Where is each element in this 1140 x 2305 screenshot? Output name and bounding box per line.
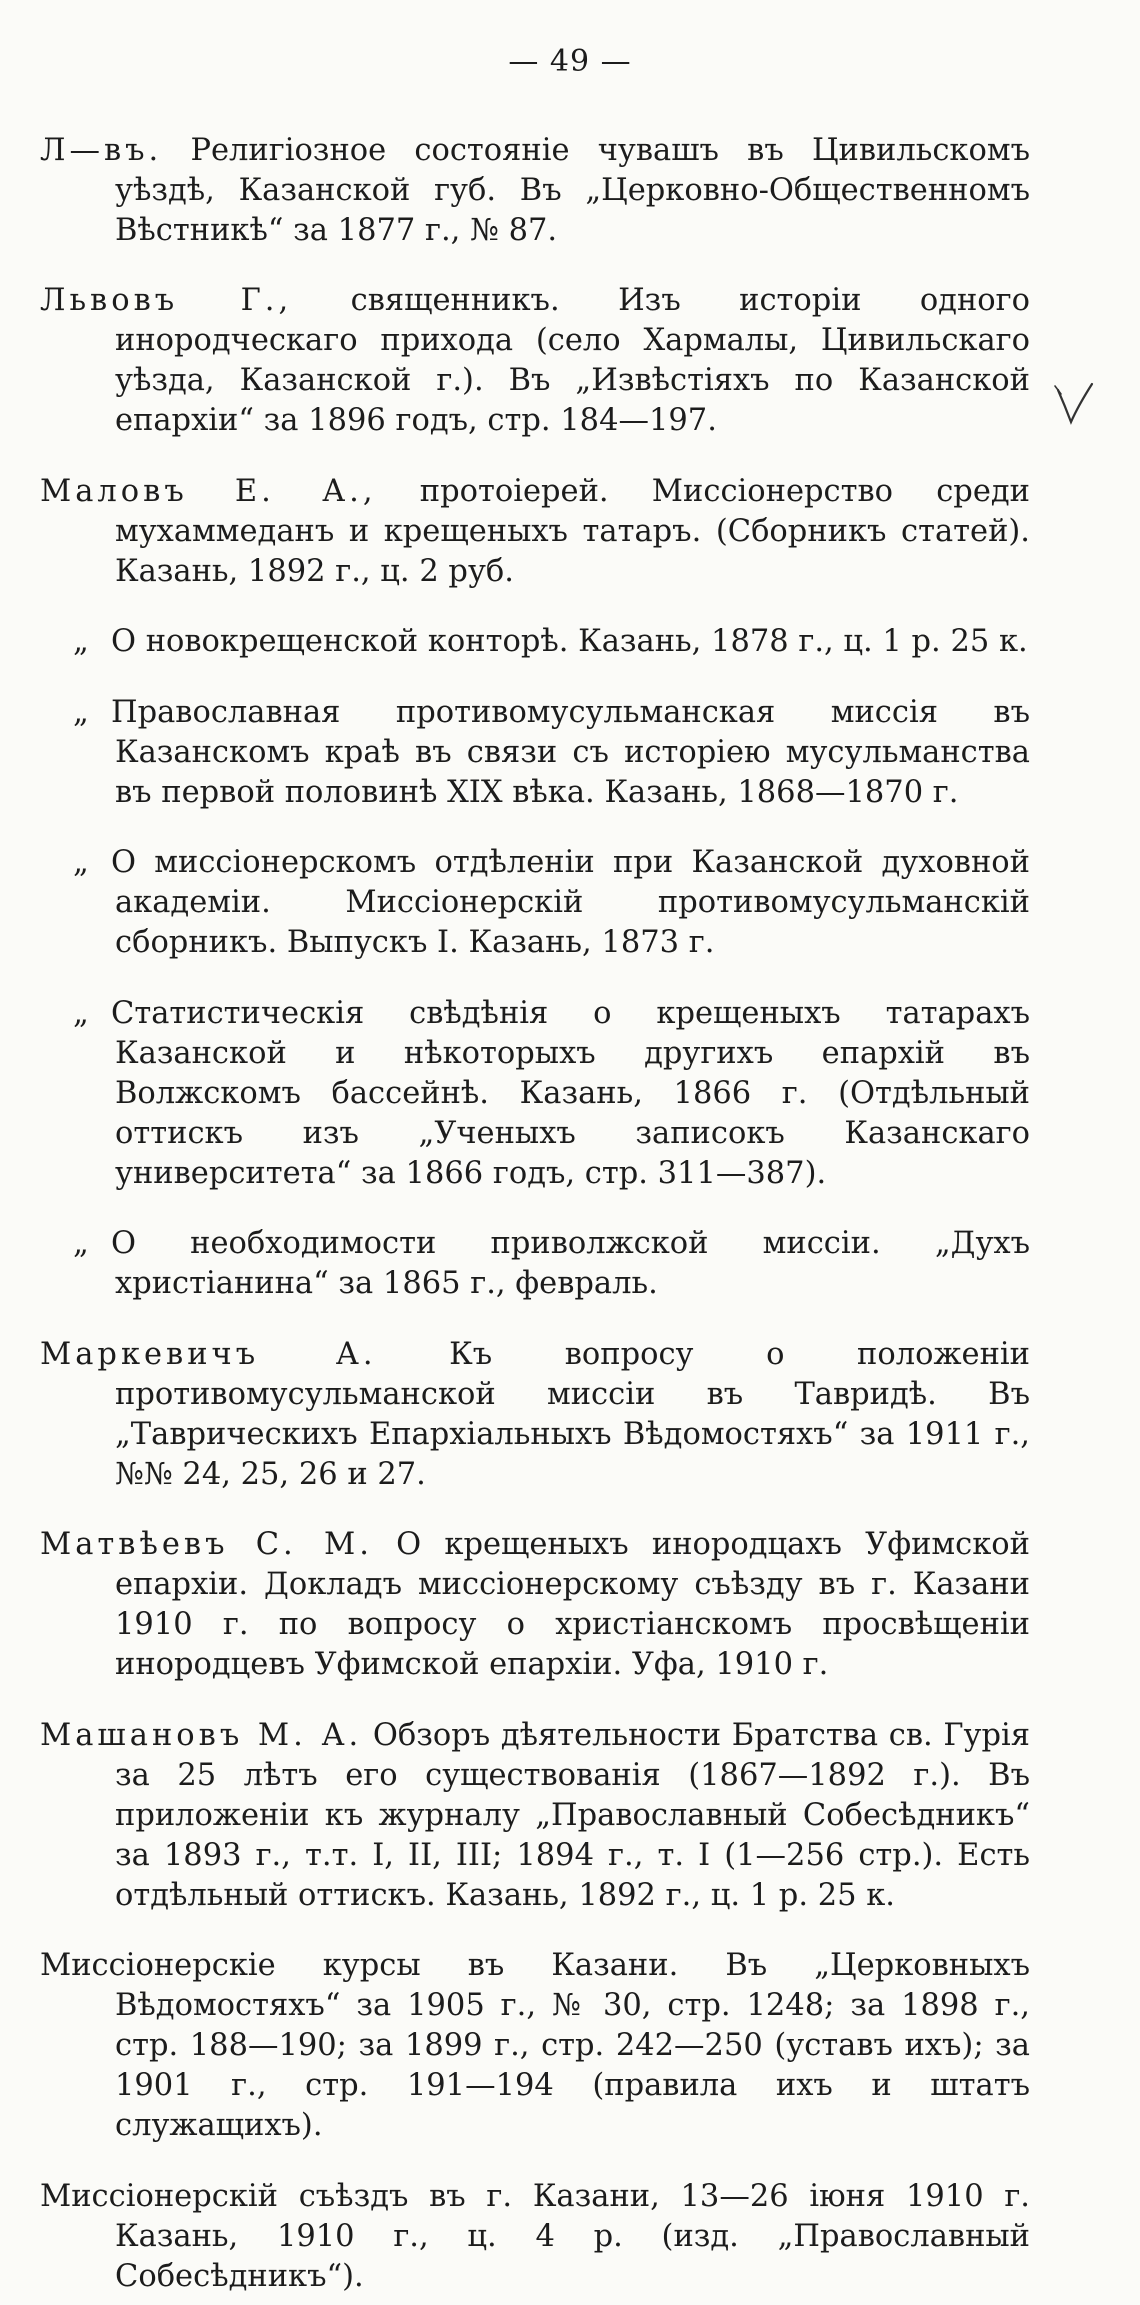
ditto-mark: „ [73, 694, 89, 730]
entry-author: Львовъ Г., [40, 283, 293, 318]
bibliography-entry [40, 281, 1030, 441]
entry-text: О новокрещенской конторѣ. Казань, 1878 г., ц. 1 р. 25 к. [111, 624, 1028, 659]
bibliography-sub-entry [40, 622, 1030, 662]
handwritten-check-mark [1052, 380, 1096, 428]
entry-text: О миссіонерскомъ отдѣленіи при Казанской духовной академіи. Миссіонерскій противомусульманскій сборникъ. Выпускъ І. Казань, 1873 г. [111, 845, 1030, 960]
bibliography-entry [40, 1525, 1030, 1685]
entry-author: Маловъ Е. А., [40, 473, 377, 509]
entry-author: Л—въ. [40, 132, 163, 168]
entry-text: Православная противомусульманская миссія въ Казанскомъ краѣ въ связи съ исторіею мусульманства въ первой половинѣ XIX вѣка. Казань, 1868—1870 г. [111, 694, 1030, 810]
ditto-mark: „ [73, 1226, 89, 1261]
entry-text: Статистическія свѣдѣнія о крещеныхъ татарахъ Казанской и нѣкоторыхъ другихъ епархій въ Волжскомъ бассейнѣ. Казань, 1866 г. (Отдѣльный оттискъ изъ „Ученыхъ записокъ Казанскаго университета“ за 1866 годъ, стр. 311—387). [111, 995, 1030, 1191]
entry-text: священникъ. Изъ исторіи одного инородческаго прихода (село Хармалы, Цивильскаго уѣзда, Казанской г.). Въ „Извѣстіяхъ по Казанской епархіи“ за 1896 годъ, стр. 184—197. [115, 283, 1030, 438]
ditto-mark: „ [73, 995, 89, 1031]
entry-author: Матвѣевъ С. М. [40, 1527, 373, 1562]
entry-text: протоіерей. Миссіонерство среди мухаммеданъ и крещеныхъ татаръ. (Сборникъ статей). Казань, 1892 г., ц. 2 руб. [115, 473, 1030, 589]
bibliography-list [40, 100, 1030, 2305]
entry-text: О крещеныхъ инородцахъ Уфимской епархіи. Докладъ миссіонерскому съѣзду въ г. Казани 1910 г. по вопросу о христіанскомъ просвѣщеніи инородцевъ Уфимской епархіи. Уфа, 1910 г. [115, 1527, 1030, 1682]
bibliography-sub-entry [40, 994, 1030, 1194]
entry-text: Миссіонерскіе курсы въ Казани. Въ „Церковныхъ Вѣдомостяхъ“ за 1905 г., № 30, стр. 1248; за 1898 г., стр. 188—190; за 1899 г., стр. 242—250 (уставъ ихъ); за 1901 г., стр. 191—194 (правила ихъ и штатъ служащихъ). [40, 1948, 1030, 2143]
bibliography-entry [40, 131, 1030, 251]
bibliography-entry [40, 472, 1030, 592]
ditto-mark: „ [73, 845, 89, 880]
entry-author: Маркевичъ А. [40, 1336, 377, 1372]
bibliography-sub-entry [40, 843, 1030, 963]
entry-text: Миссіонерскій съѣздъ въ г. Казани, 13—26 іюня 1910 г. Казань, 1910 г., ц. 4 р. (изд. „Православный Собесѣдникъ“). [40, 2178, 1030, 2294]
entry-text: Обзоръ дѣятельности Братства св. Гурія за 25 лѣтъ его существованія (1867—1892 г.). Въ приложеніи къ журналу „Православный Собесѣдникъ“ за 1893 г., т.т. І, II, III; 1894 г., т. I (1—256 стр.). Есть отдѣльный оттискъ. Казань, 1892 г., ц. 1 р. 25 к. [115, 1717, 1030, 1913]
entry-text: О необходимости приволжской миссіи. „Духъ христіанина“ за 1865 г., февраль. [111, 1226, 1030, 1301]
entry-text: Къ вопросу о положеніи противомусульманской миссіи въ Тавридѣ. Въ „Таврическихъ Епархіальныхъ Вѣдомостяхъ“ за 1911 г., №№ 24, 25, 26 и 27. [115, 1336, 1030, 1492]
bibliography-entry [40, 1716, 1030, 1916]
page-number: — 49 — [508, 44, 632, 79]
bibliography-sub-entry [40, 1224, 1030, 1304]
entry-text: Религіозное состояніе чувашъ въ Цивильскомъ уѣздѣ, Казанской губ. Въ „Церковно-Общественномъ Вѣстникѣ“ за 1877 г., № 87. [115, 132, 1030, 248]
bibliography-sub-entry [40, 693, 1030, 813]
bibliography-entry [40, 2177, 1030, 2297]
ditto-mark: „ [73, 624, 89, 659]
bibliography-entry [40, 1946, 1030, 2146]
bibliography-entry [40, 1335, 1030, 1495]
entry-author: Машановъ М. А. [40, 1717, 363, 1753]
